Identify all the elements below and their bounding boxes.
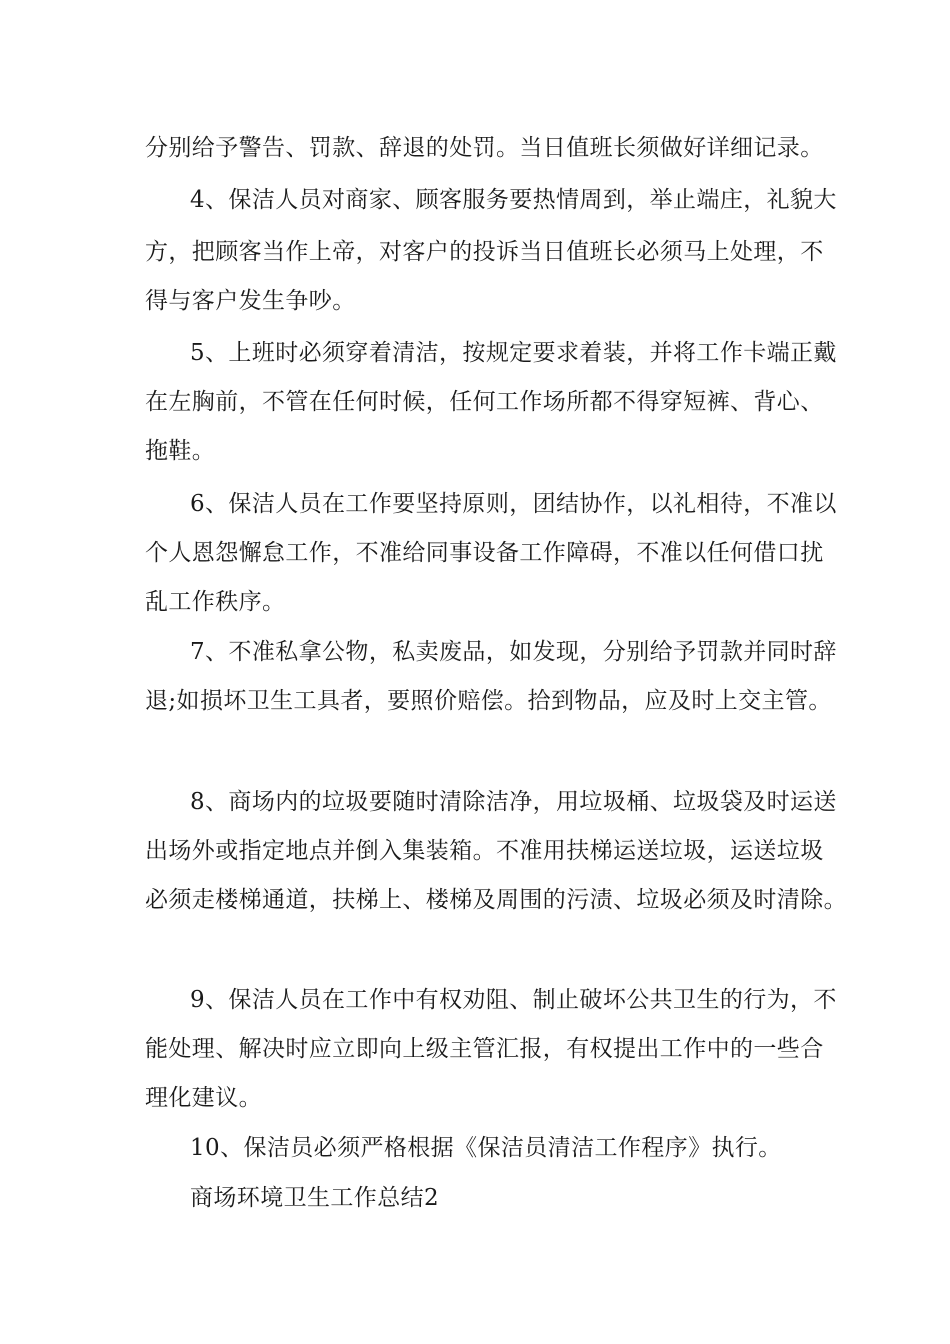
paragraph-4-line-1: 4、保洁人员对商家、顾客服务要热情周到，举止端庄，礼貌大 — [190, 187, 837, 213]
paragraph-7-line-2: 退;如损坏卫生工具者，要照价赔偿。拾到物品，应及时上交主管。 — [145, 688, 832, 714]
section-heading: 商场环境卫生工作总结2 — [190, 1185, 440, 1211]
paragraph-6-line-2: 个人恩怨懈怠工作，不准给同事设备工作障碍，不准以任何借口扰 — [145, 540, 824, 566]
paragraph-10-line-1: 10、保洁员必须严格根据《保洁员清洁工作程序》执行。 — [190, 1135, 782, 1161]
paragraph-5-line-1: 5、上班时必须穿着清洁，按规定要求着装，并将工作卡端正戴 — [190, 340, 837, 366]
paragraph-8-line-1: 8、商场内的垃圾要随时清除洁净，用垃圾桶、垃圾袋及时运送 — [190, 789, 837, 815]
paragraph-5-line-2: 在左胸前，不管在任何时候，任何工作场所都不得穿短裤、背心、 — [145, 389, 824, 415]
paragraph-6-line-3: 乱工作秩序。 — [145, 589, 286, 615]
text-line: 分别给予警告、罚款、辞退的处罚。当日值班长须做好详细记录。 — [145, 135, 824, 161]
paragraph-8-line-3: 必须走楼梯通道，扶梯上、楼梯及周围的污渍、垃圾必须及时清除。 — [145, 887, 847, 913]
paragraph-9-line-2: 能处理、解决时应立即向上级主管汇报，有权提出工作中的一些合 — [145, 1036, 824, 1062]
paragraph-6-line-1: 6、保洁人员在工作要坚持原则，团结协作，以礼相待，不准以 — [190, 491, 837, 517]
paragraph-9-line-3: 理化建议。 — [145, 1085, 262, 1111]
paragraph-7-line-1: 7、不准私拿公物，私卖废品，如发现，分别给予罚款并同时辞 — [190, 639, 837, 665]
paragraph-9-line-1: 9、保洁人员在工作中有权劝阻、制止破坏公共卫生的行为，不 — [190, 987, 837, 1013]
paragraph-8-line-2: 出场外或指定地点并倒入集装箱。不准用扶梯运送垃圾，运送垃圾 — [145, 838, 824, 864]
paragraph-5-line-3: 拖鞋。 — [145, 438, 216, 464]
paragraph-4-line-2: 方，把顾客当作上帝，对客户的投诉当日值班长必须马上处理，不 — [145, 239, 824, 265]
paragraph-4-line-3: 得与客户发生争吵。 — [145, 288, 356, 314]
